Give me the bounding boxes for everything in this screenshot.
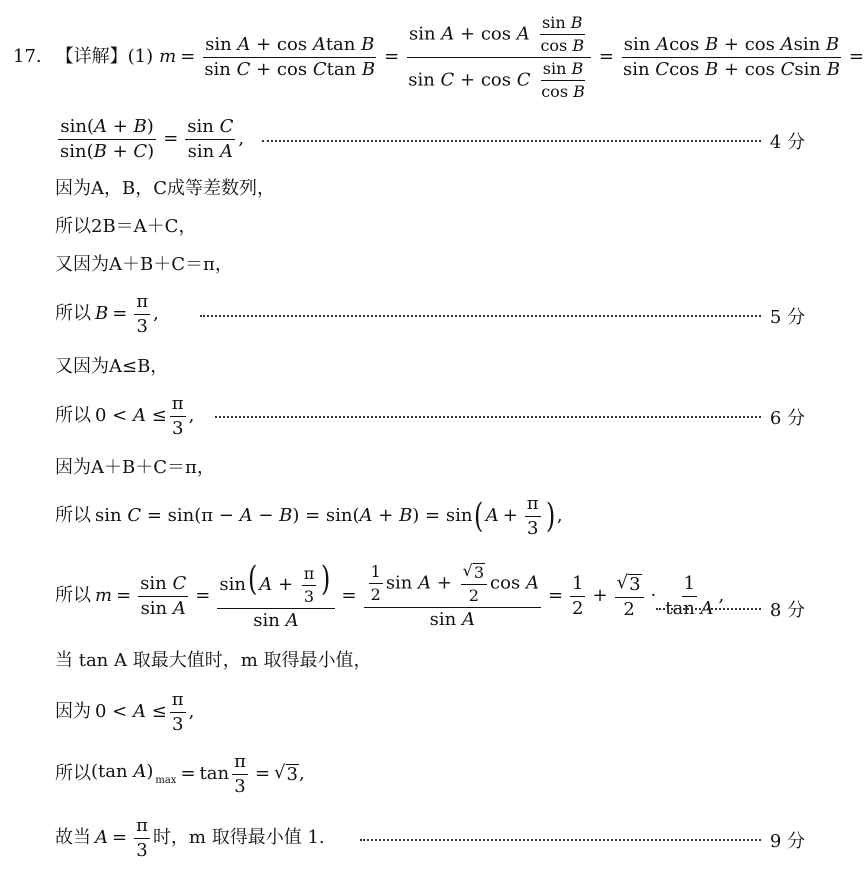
dot-leader [200, 315, 761, 317]
dot-leader [656, 608, 761, 610]
fraction: sin A + cos A $\frac{\text{sin B}}{\text{cos B}}$ sin C + cos C $\frac{\text{sin B}}{\text{cos B}}$ [406, 15, 592, 100]
line-a-range-2: 因为 0 < A ≤ $\frac{\pi}{3}$ , [55, 688, 195, 735]
dot-leader [262, 140, 761, 142]
dot-leader [215, 416, 761, 418]
line-2b: 所以2B＝A＋C， [55, 216, 197, 237]
line-m-definition: 17. 【详解】 (1) m = $\frac{\text{sin A + cos Atan B}}{\text{sin C + cos Ctan B}}$ = sin A + cos A $\frac{\text{sin B}}{\text{cos B}}$ sin C + cos C $\frac{\text{sin B}}{\text{cos B}}$ = $\frac{\text{sin Acos B + cos Asin B}}{\text{sin Ccos B + cos Csin B}}$ = [13, 12, 865, 101]
score-8: 8 分 [769, 600, 805, 621]
fraction: $\frac{\text{sin Acos B + cos Asin B}}{\text{sin Ccos B + cos Csin B}}$ [622, 33, 840, 80]
score-4: 4 分 [769, 132, 805, 153]
line-conclusion: 故当 A = $\frac{\pi}{3}$ 时，m 取得最小值 1. [55, 814, 325, 861]
line-tan-max-value: 所以 (tan A) $_{max}$ = tan $\frac{\pi}{3}$ = √ 3 , [55, 750, 305, 797]
line-b-value: 所以 B = $\frac{\pi}{3}$ , [55, 290, 159, 337]
line-m-expression: 所以 m = $\frac{\text{sin C}}{\text{sin A}}$ = sin( A + $\frac{\pi}{3}$ ) sin A = $\frac{1}{2}$ sin A + √ 3 2 cos A sin A = $\frac{1}{2}$ + √ 3 2 · $\frac{1}{\text{tan A}}$ , [55, 559, 725, 631]
line-angle-sum-2: 因为A＋B＋C＝π， [55, 457, 215, 478]
fraction: $\frac{\sin(A + B)}{\sin(B + C)}$ [60, 115, 155, 162]
fraction: $\frac{\text{sin C}}{\text{sin A}}$ [187, 115, 234, 162]
line-ratio: $\frac{\sin(A + B)}{\sin(B + C)}$ = $\frac{\text{sin C}}{\text{sin A}}$ , [60, 115, 245, 162]
solution-tag: 【详解】 [55, 46, 128, 67]
problem-number: 17. [13, 46, 42, 67]
fraction: $\frac{\text{sin A + cos Atan B}}{\text{sin C + cos Ctan B}}$ [204, 33, 376, 80]
dot-leader [360, 839, 761, 841]
line-a-range: 所以 0 < A ≤ $\frac{\pi}{3}$ , [55, 392, 195, 439]
score-6: 6 分 [769, 408, 805, 429]
score-9: 9 分 [769, 831, 805, 852]
score-5: 5 分 [769, 307, 805, 328]
line-a-le-b: 又因为A≤B， [55, 356, 169, 377]
line-tan-max: 当 tan A 取最大值时，m 取得最小值， [55, 650, 372, 671]
line-angle-sum: 又因为A＋B＋C＝π， [55, 254, 233, 275]
line-sin-c: 所以 sin C = sin(π − A − B) = sin(A + B) = sin ( A + $\frac{\pi}{3}$ ) , [55, 492, 563, 539]
part-label: (1) [127, 46, 154, 67]
line-arithmetic-sequence: 因为A，B，C成等差数列， [55, 178, 275, 199]
